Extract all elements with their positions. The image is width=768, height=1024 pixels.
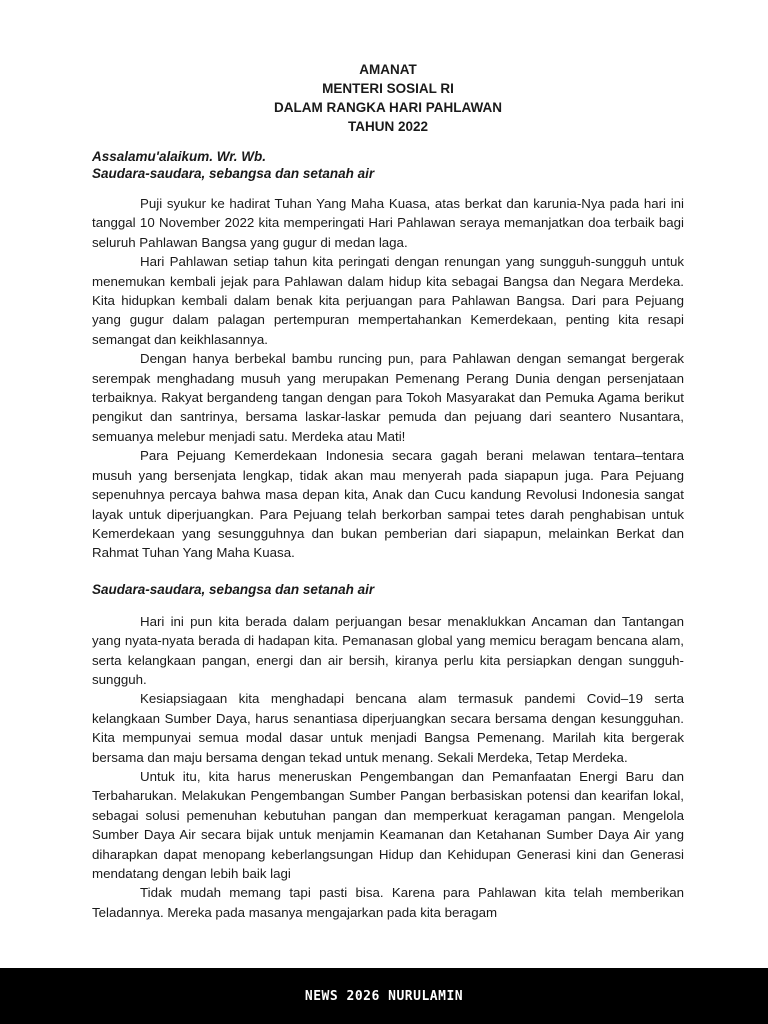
paragraph: Tidak mudah memang tapi pasti bisa. Karena para Pahlawan kita telah memberikan Teladannya. Mereka pada masanya mengajarkan pada kita beragam	[92, 885, 684, 920]
paragraph: Puji syukur ke hadirat Tuhan Yang Maha Kuasa, atas berkat dan karunia-Nya pada hari ini tanggal 10 November 2022 kita memperingati Hari Pahlawan seraya memanjatkan doa terbaik bagi seluruh Pahlawan Bangsa yang gugur di medan laga.	[92, 196, 684, 250]
paragraph: Kesiapsiagaan kita menghadapi bencana alam termasuk pandemi Covid–19 serta kelangkaan Sumber Daya, harus senantiasa diperjuangkan secara bersama dengan kesungguhan. Kita mempunyai semua modal dasar untuk menjadi Bangsa Pemenang. Marilah kita bergerak bersama dan maju bersama dengan tekad untuk menang. Sekali Merdeka, Tetap Merdeka.	[92, 691, 684, 765]
footer-watermark-text: NEWS 2026 NURULAMIN	[304, 988, 464, 1004]
section-two	[92, 612, 684, 923]
paragraph: Hari ini pun kita berada dalam perjuangan besar menaklukkan Ancaman dan Tantangan yang nyata-nyata berada di hadapan kita. Pemanasan global yang memicu beragam bencana alam, serta kelangkaan pangan, energi dan air bersih, kiranya perlu kita persiapkan dengan sungguh-sungguh.	[92, 613, 684, 687]
greeting	[92, 148, 684, 182]
title-line: MENTERI SOSIAL RI	[322, 81, 454, 96]
salutation-line: Saudara-saudara, sebangsa dan setanah air	[92, 166, 375, 181]
section-heading: Saudara-saudara, sebangsa dan setanah air	[92, 581, 375, 597]
title-line: DALAM RANGKA HARI PAHLAWAN	[274, 100, 502, 115]
paragraph: Untuk itu, kita harus meneruskan Pengembangan dan Pemanfaatan Energi Baru dan Terbaharukan. Melakukan Pengembangan Sumber Pangan berbasiskan potensi dan kearifan lokal, sebagai solusi pemenuhan kebutuhan pangan dan memperkuat keragaman pangan. Mengelola Sumber Daya Air secara bijak untuk menjamin Keamanan dan Ketahanan Sumber Daya Air yang diharapkan dapat menopang keberlangsungan Hidup dan Kehidupan Generasi kini dan Generasi mendatang dengan lebih baik lagi	[92, 768, 684, 881]
footer-banner	[0, 968, 768, 1024]
paragraph: Hari Pahlawan setiap tahun kita peringati dengan renungan yang sungguh-sungguh untuk menemukan kembali jejak para Pahlawan dalam hidup kita sebagai Bangsa dan Negara Merdeka. Kita hidupkan kembali dalam benak kita perjuangan para Pahlawan Bangsa. Dari para Pejuang yang gugur dalam palagan pertempuran mempertahankan Kemerdekaan, penting kita resapi semangat dan keikhlasannya.	[92, 254, 684, 347]
paragraph: Para Pejuang Kemerdekaan Indonesia secara gagah berani melawan tentara–tentara musuh yang bersenjata lengkap, tidak akan mau menyerah pada siapapun juga. Para Pejuang sepenuhnya percaya bahwa masa depan kita, Anak dan Cucu kandung Revolusi Indonesia sangat layak untuk diperjuangkan. Para Pejuang telah berkorban sampai tetes darah penghabisan untuk Kemerdekaan yang sesungguhnya dan bukan pemberian dari siapapun, melainkan Berkat dan Rahmat Tuhan Yang Maha Kuasa.	[92, 448, 684, 561]
document-page	[92, 60, 684, 922]
title-line: TAHUN 2022	[347, 119, 429, 134]
paragraph: Dengan hanya berbekal bambu runcing pun, para Pahlawan dengan semangat bergerak serempak menghadang musuh yang merupakan Pemenang Perang Dunia dengan persenjataan terbaiknya. Rakyat bergandeng tangan dengan para Tokoh Masyarakat dan Pemuka Agama berikut pengikut dan santrinya, bersama laskar-laskar pemuda dan pejuang dari seantero Nusantara, semuanya melebur menjadi satu. Merdeka atau Mati!	[92, 351, 684, 444]
section-one	[92, 194, 684, 563]
salutation-line: Assalamu'alaikum. Wr. Wb.	[92, 149, 267, 164]
title-line: AMANAT	[359, 62, 417, 77]
